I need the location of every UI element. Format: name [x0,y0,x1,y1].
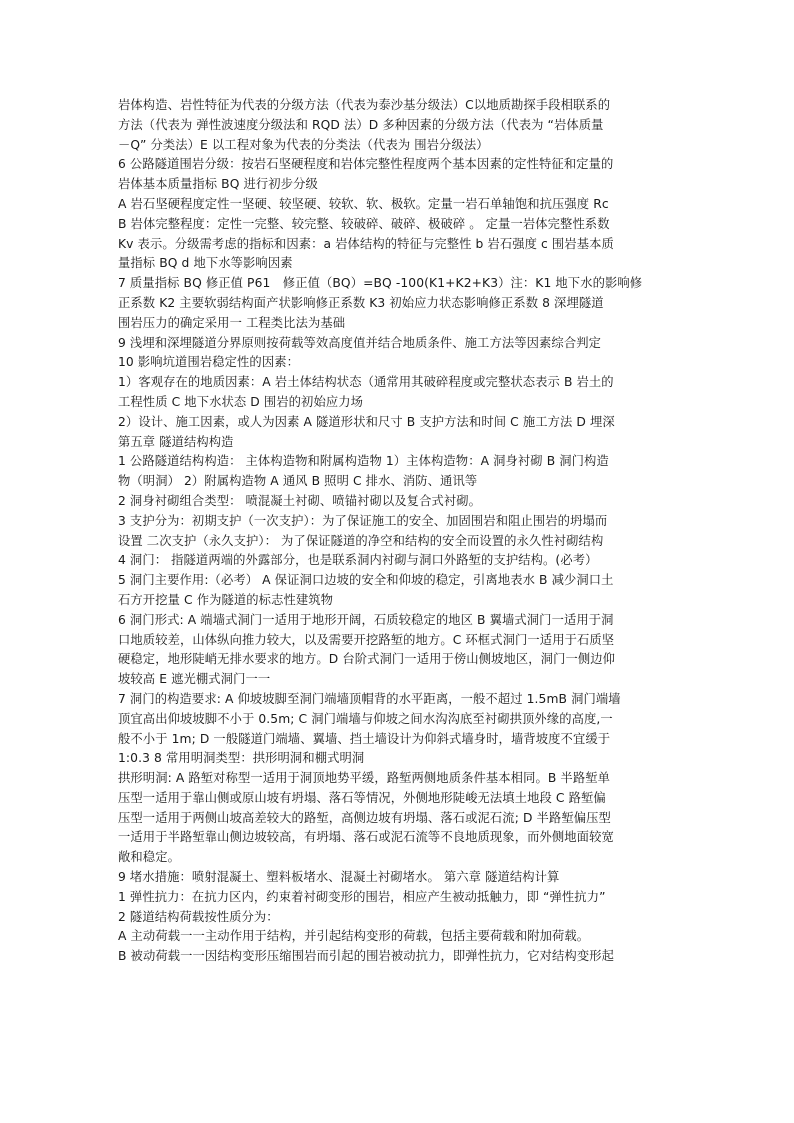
text-line: 般不小于 1m; D 一般隧道门端墙、翼墙、挡土墙设计为仰斜式墙身时，墙背坡度不宜缓于 [118,731,611,746]
text-line: 拱形明洞: A 路堑对称型一适用于洞顶地势平缓，路堑两侧地质条件基本相同。B 半路堑单 [118,771,611,786]
text-line: 2 隧道结构荷载按性质分为： [118,909,279,924]
text-line: －Q” 分类法）E 以工程对象为代表的分类法（代表为 围岩分级法） [118,137,489,152]
text-line: A 主动荷载一一主动作用于结构，并引起结构变形的荷载，包括主要荷载和附加荷载。 [118,929,590,944]
text-line: 坡较高 E 遮光棚式洞门一一 [118,672,271,687]
text-line: 1 弹性抗力：在抗力区内，约束着衬砌变形的围岩，相应产生被动抵触力，即 “弹性抗力” [118,889,606,904]
text-line: A 岩石坚硬程度定性一坚硬、较坚硬、较软、软、极软。定量一岩石单轴饱和抗压强度 Rc [118,196,609,211]
text-line: B 被动荷载一一因结构变形压缩围岩而引起的围岩被动抗力，即弹性抗力，它对结构变形起 [118,949,615,964]
text-line: 岩体基本质量指标 BQ 进行初步分级 [118,177,318,192]
text-line: 1:0.3 8 常用明洞类型：拱形明洞和棚式明洞 [118,751,365,766]
text-line: 1）客观存在的地质因素：A 岩土体结构状态（通常用其破碎程度或完整状态表示 B 岩土的 [118,375,614,390]
text-line: Kv 表示。分级需考虑的指标和因素：a 岩体结构的特征与完整性 b 岩石强度 c 围岩基本质 [118,236,614,251]
text-line: 敞和稳定。 [118,850,180,865]
text-line: 6 公路隧道围岩分级：按岩石坚硬程度和岩体完整性程度两个基本因素的定性特征和定量的 [118,157,614,172]
text-line: 3 支护分为：初期支护（一次支护）：为了保证施工的安全、加固围岩和阻止围岩的坍塌而 [118,513,608,528]
text-line: 1 公路隧道结构构造： 主体构造物和附属构造物 1）主体构造物：A 洞身衬砌 B 洞门构造 [118,454,609,469]
text-line: 围岩压力的确定采用一 工程类比法为基础 [118,315,346,330]
document-body [118,96,680,967]
text-line: 6 洞门形式: A 端墙式洞门一适用于地形开阔，石质较稳定的地区 B 翼墙式洞门一适用于洞 [118,612,614,627]
text-line: 9 浅埋和深埋隧道分界原则按荷载等效高度值并结合地质条件、施工方法等因素综合判定 [118,335,602,350]
text-line: 压型一适用于靠山侧或原山坡有坍塌、落石等情况，外侧地形陡峻无法填土地段 C 路堑偏 [118,790,606,805]
text-line: 工程性质 C 地下水状态 D 围岩的初始应力场 [118,394,364,409]
text-line: 石方开挖量 C 作为隧道的标志性建筑物 [118,592,334,607]
text-line: 第五章 隧道结构构造 [118,434,234,449]
text-line: 7 质量指标 BQ 修正值 P61 修正值（BQ）=BQ -100(K1+K2+K3）注：K1 地下水的影响修 [118,276,643,291]
text-line: 物（明洞） 2）附属构造物 A 通风 B 照明 C 排水、消防、通讯等 [118,474,478,489]
text-line: 2 洞身衬砌组合类型： 喷混凝土衬砌、喷锚衬砌以及复合式衬砌。 [118,493,482,508]
text-line: B 岩体完整程度：定性一完整、较完整、较破碎、破碎、极破碎 。 定量一岩体完整性系数 [118,216,610,231]
text-line: 岩体构造、岩性特征为代表的分级方法（代表为泰沙基分级法）C以地质勘探手段相联系的 [118,98,611,112]
text-line: 口地质较差，山体纵向推力较大，以及需要开挖路堑的地方。C 环框式洞门一适用于石质坚 [118,632,615,647]
text-line: 4 洞门： 指隧道两端的外露部分，也是联系洞内衬砌与洞口外路堑的支护结构。(必考） [118,553,598,568]
text-line: 10 影响坑道围岩稳定性的因素： [118,355,300,370]
text-line: 一适用于半路堑靠山侧边坡较高，有坍塌、落石或泥石流等不良地质现象，而外侧地面较宽 [118,830,614,845]
text-line: 方法（代表为 弹性波速度分级法和 RQD 法）D 多种因素的分级方法（代表为 “岩体质量 [118,117,604,132]
text-line: 硬稳定，地形陡峭无排水要求的地方。D 台阶式洞门一适用于傍山侧坡地区，洞门一侧边仰 [118,652,616,667]
text-line: 正系数 K2 主要软弱结构面产状影响修正系数 K3 初始应力状态影响修正系数 8 深埋隧道 [118,295,604,310]
text-line: 5 洞门主要作用:（必考） A 保证洞口边坡的安全和仰坡的稳定，引离地表水 B 减少洞口土 [118,573,614,588]
text-line: 设置 二次支护（永久支护）： 为了保证隧道的净空和结构的安全而设置的永久性衬砌结构 [118,533,604,548]
text-line: 量指标 BQ d 地下水等影响因素 [118,256,293,271]
text-line: 9 堵水措施：喷射混凝土、塑料板堵水、混凝土衬砌堵水。 第六章 隧道结构计算 [118,870,560,885]
text-line: 7 洞门的构造要求: A 仰坡坡脚至洞门端墙顶帽背的水平距离，一般不超过 1.5mB 洞门端墙 [118,691,621,706]
text-line: 压型一适用于两侧山坡高差较大的路堑，高侧边坡有坍塌、落石或泥石流; D 半路堑偏压型 [118,810,611,825]
text-line: 2）设计、施工因素，或人为因素 A 隧道形状和尺寸 B 支护方法和时间 C 施工方法 D 埋深 [118,414,615,429]
text-line: 顶宜高出仰坡坡脚不小于 0.5m; C 洞门端墙与仰坡之间水沟沟底至衬砌拱顶外缘的高度,一 [118,711,613,726]
